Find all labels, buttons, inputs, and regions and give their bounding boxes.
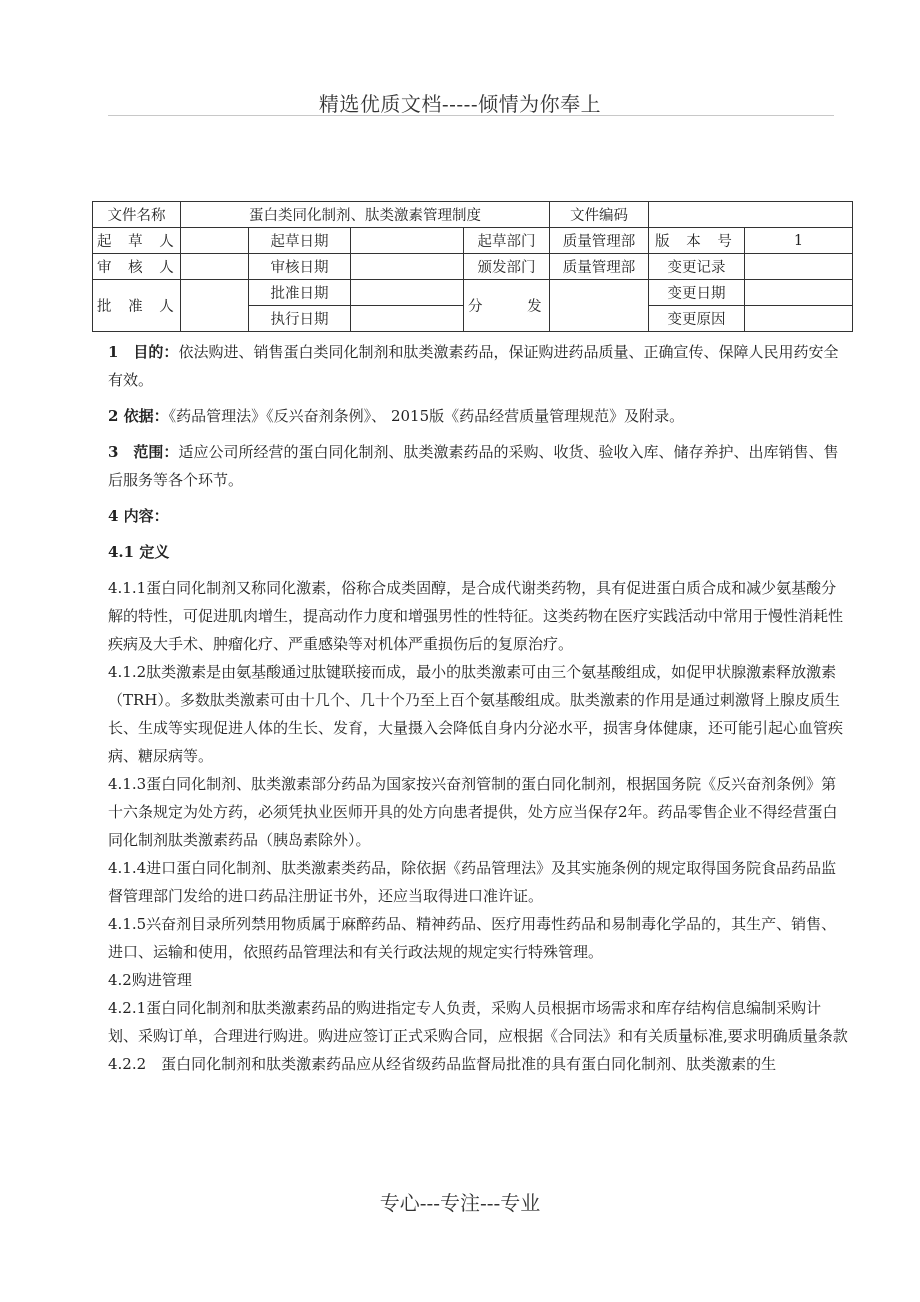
change-reason-value [745, 306, 853, 332]
section-text: 适应公司所经营的蛋白同化制剂、肽类激素药品的采购、收货、验收入库、储存养护、出库销售、售后服务等各个环节。 [108, 443, 839, 489]
paragraph-4-1-3: 4.1.3蛋白同化制剂、肽类激素部分药品为国家按兴奋剂管制的蛋白同化制剂，根据国务院《反兴奋剂条例》第十六条规定为处方药，必须凭执业医师开具的处方向患者提供，处方应当保存2年。药品零售企业不得经营蛋白同化制剂肽类激素药品（胰岛素除外）。 [108, 775, 838, 849]
subsection-definition-heading: 4.1 定义 [108, 543, 170, 561]
table-row [93, 228, 853, 254]
exec-date-label: 执行日期 [249, 306, 351, 332]
section-purpose [108, 338, 848, 394]
change-date-label: 变更日期 [649, 280, 745, 306]
reviewer-label: 审 核 人 [93, 254, 181, 280]
table-row [93, 280, 853, 306]
section-content-heading: 4 内容： [108, 507, 169, 525]
table-row [93, 202, 853, 228]
issue-dept-value: 质量管理部 [550, 254, 649, 280]
approver-value [181, 280, 249, 332]
review-date-value [351, 254, 464, 280]
file-name-label: 文件名称 [93, 202, 181, 228]
document-info-table [92, 201, 853, 332]
section-scope [108, 438, 848, 494]
section-label: 2 依据： [108, 407, 169, 425]
file-code-label: 文件编码 [550, 202, 649, 228]
paragraph-4-2-2: 4.2.2 蛋白同化制剂和肽类激素药品应从经省级药品监督局批准的具有蛋白同化制剂、肽类激素的生 [108, 1055, 777, 1073]
draft-date-label: 起草日期 [249, 228, 351, 254]
review-date-label: 审核日期 [249, 254, 351, 280]
drafter-label: 起 草 人 [93, 228, 181, 254]
paragraph-4-1-2: 4.1.2肽类激素是由氨基酸通过肽键联接而成，最小的肽类激素可由三个氨基酸组成，如促甲状腺激素释放激素（TRH）。多数肽类激素可由十几个、几十个乃至上百个氨基酸组成。肽类激素的作用是通过刺激肾上腺皮质生长、生成等实现促进人体的生长、发育，大量摄入会降低自身内分泌水平，损害身体健康，还可能引起心血管疾病、糖尿病等。 [108, 663, 844, 765]
page-footer-text: 专心---专注---专业 [379, 1191, 541, 1215]
distribute-value [550, 280, 649, 332]
version-label: 版 本 号 [649, 228, 745, 254]
table-row [93, 254, 853, 280]
paragraph-4-2-1: 4.2.1蛋白同化制剂和肽类激素药品的购进指定专人负责，采购人员根据市场需求和库存结构信息编制采购计划、采购订单，合理进行购进。购进应签订正式采购合同，应根据《合同法》和有关质量标准,要求明确质量条款 [108, 999, 848, 1045]
subsection-purchase-heading: 4.2购进管理 [108, 971, 192, 989]
drafter-value [181, 228, 249, 254]
change-date-value [745, 280, 853, 306]
distribute-label: 分 发 [464, 280, 550, 332]
change-reason-label: 变更原因 [649, 306, 745, 332]
paragraph-4-1-1: 4.1.1蛋白同化制剂又称同化激素，俗称合成类固醇，是合成代谢类药物，具有促进蛋白质合成和减少氨基酸分解的特性，可促进肌肉增生，提高动作力度和增强男性的性特征。这类药物在医疗实践活动中常用于慢性消耗性疾病及大手术、肿瘤化疗、严重感染等对机体严重损伤后的复原治疗。 [108, 579, 844, 653]
section-label: 1 目的： [108, 343, 179, 361]
change-record-value [745, 254, 853, 280]
section-text: 依法购进、销售蛋白类同化制剂和肽类激素药品，保证购进药品质量、正确宣传、保障人民用药安全有效。 [108, 343, 839, 389]
draft-date-value [351, 228, 464, 254]
issue-dept-label: 颁发部门 [464, 254, 550, 280]
draft-dept-label: 起草部门 [464, 228, 550, 254]
section-label: 3 范围： [108, 443, 179, 461]
header-divider [108, 115, 834, 116]
version-value: 1 [745, 228, 853, 254]
approve-date-value [351, 280, 464, 306]
reviewer-value [181, 254, 249, 280]
approver-label: 批 准 人 [93, 280, 181, 332]
document-body [108, 338, 848, 1078]
section-basis [108, 402, 848, 430]
file-code-value [649, 202, 853, 228]
draft-dept-value: 质量管理部 [550, 228, 649, 254]
paragraph-4-1-4: 4.1.4进口蛋白同化制剂、肽类激素类药品，除依据《药品管理法》及其实施条例的规定取得国务院食品药品监督管理部门发给的进口药品注册证书外，还应当取得进口准许证。 [108, 859, 837, 905]
change-record-label: 变更记录 [649, 254, 745, 280]
exec-date-value [351, 306, 464, 332]
approve-date-label: 批准日期 [249, 280, 351, 306]
section-text: 《药品管理法》《反兴奋剂条例》、 2015版《药品经营质量管理规范》及附录。 [168, 407, 685, 425]
paragraph-4-1-5: 4.1.5兴奋剂目录所列禁用物质属于麻醉药品、精神药品、医疗用毒性药品和易制毒化学品的，其生产、销售、进口、运输和使用，依照药品管理法和有关行政法规的规定实行特殊管理。 [108, 915, 837, 961]
file-name-value: 蛋白类同化制剂、肽类激素管理制度 [181, 202, 550, 228]
page-header-title: 精选优质文档-----倾情为你奉上 [318, 92, 602, 116]
